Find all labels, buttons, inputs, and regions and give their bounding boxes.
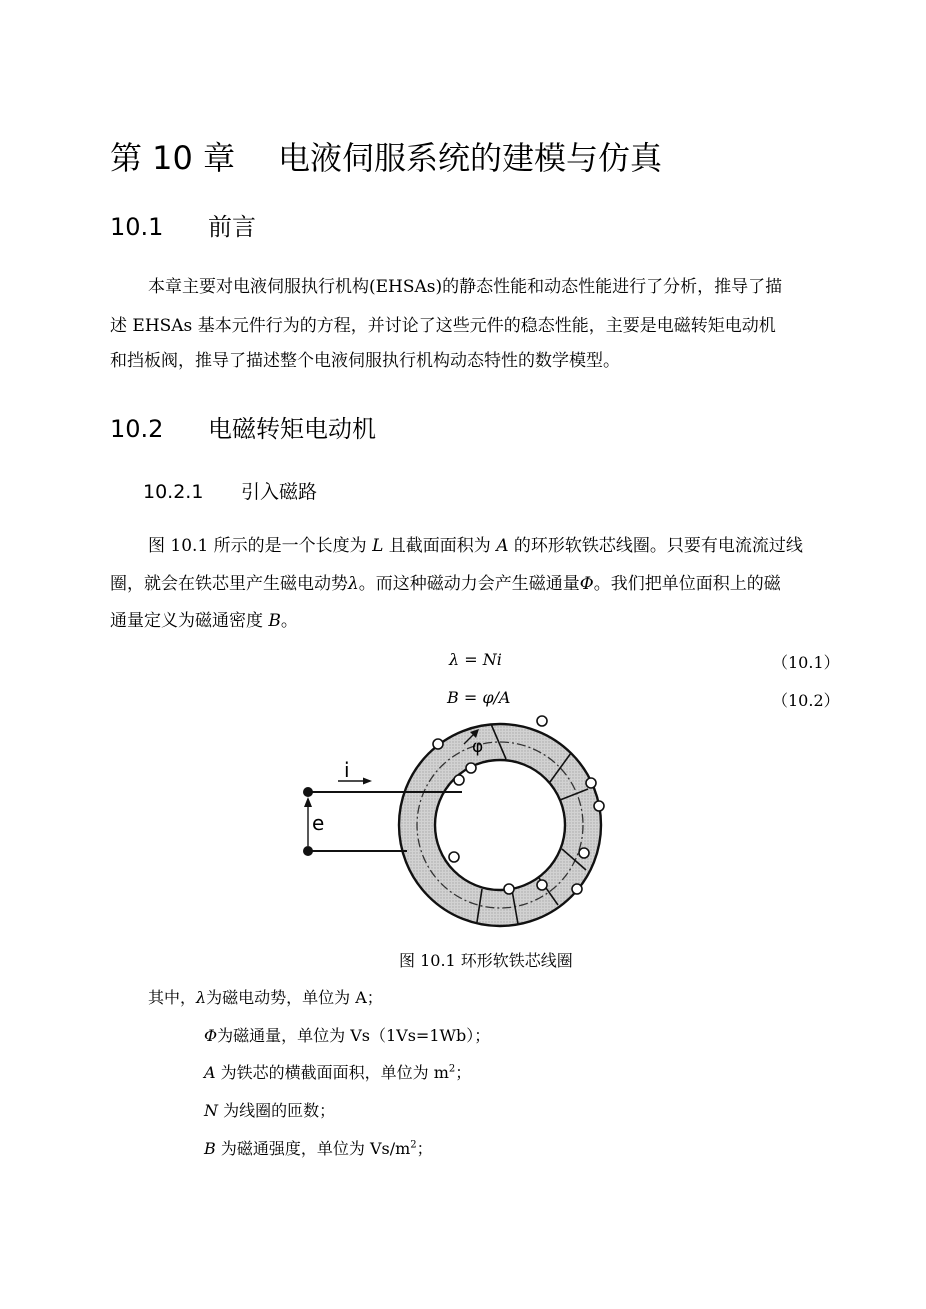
text-run: 。而这种磁动力会产生磁通量 <box>358 574 580 594</box>
voltage-arrow <box>304 797 312 846</box>
text-run: 。 <box>280 611 298 631</box>
section-title: 电磁转矩电动机 <box>208 415 376 443</box>
subsection-number: 10.2.1 <box>143 481 204 503</box>
text-run: ； <box>416 1139 433 1158</box>
text-run: 其中， <box>148 988 197 1007</box>
flux-label: φ <box>472 737 484 757</box>
definition-line-2 <box>204 1023 490 1046</box>
subsection-title: 引入磁路 <box>241 481 318 503</box>
chapter-heading <box>110 133 662 179</box>
intro-line-3 <box>110 613 298 630</box>
text-run: 为磁通量，单位为 Vs（1Vs=1Wb）； <box>217 1026 491 1045</box>
superscript: 2 <box>410 1139 417 1151</box>
text-run: 的环形软铁芯线圈。只要有电流流过线 <box>508 536 803 556</box>
text-run: 通量定义为磁通密度 <box>110 611 269 631</box>
definition-line-5 <box>204 1136 433 1159</box>
paragraph-line-2: 述 EHSAs 基本元件行为的方程，并讨论了这些元件的稳态性能，主要是电磁转矩电动机 <box>110 316 776 336</box>
superscript: 2 <box>448 1063 456 1075</box>
terminal-top <box>303 787 313 797</box>
var-A: A <box>496 536 509 556</box>
toroid-coil-figure <box>290 708 630 938</box>
chapter-title: 电液伺服系统的建模与仿真 <box>278 139 663 177</box>
chapter-number: 第 10 章 <box>110 139 236 177</box>
terminal-bottom <box>303 846 313 856</box>
text-run: 为线圈的匝数； <box>218 1101 336 1120</box>
current-label: i <box>344 758 350 782</box>
var-B: B <box>268 611 281 631</box>
var-B: B <box>204 1139 216 1158</box>
intro-line-2 <box>110 576 781 593</box>
text-run: 为磁电动势，单位为 A； <box>206 988 383 1007</box>
definition-line-4 <box>204 1098 335 1121</box>
var-phi: Φ <box>204 1026 218 1045</box>
section-number: 10.2 <box>110 415 164 443</box>
paragraph-line-1: 本章主要对电液伺服执行机构(EHSAs)的静态性能和动态性能进行了分析，推导了描 <box>148 277 783 297</box>
text-run: 且截面面积为 <box>383 536 497 556</box>
var-lambda: λ <box>196 988 207 1007</box>
paragraph-line-3: 和挡板阀，推导了描述整个电液伺服执行机构动态特性的数学模型。 <box>110 351 620 371</box>
figure-caption: 图 10.1 环形软铁芯线圈 <box>399 951 573 970</box>
section-heading-10-1 <box>110 207 256 242</box>
equation-number-10-2: （10.2） <box>772 691 840 710</box>
definition-line-3 <box>204 1060 471 1083</box>
section-number: 10.1 <box>110 213 164 241</box>
section-heading-10-2 <box>110 409 376 444</box>
section-title: 前言 <box>208 213 256 241</box>
var-lambda: λ <box>348 574 359 594</box>
subsection-heading-10-2-1 <box>143 477 317 504</box>
equation-10-1: λ = Ni <box>449 650 502 669</box>
text-run: 为铁芯的横截面面积，单位为 m <box>215 1063 449 1082</box>
equation-10-2: B = φ/A <box>447 688 511 707</box>
var-phi: Φ <box>579 574 594 594</box>
voltage-label: e <box>312 811 325 835</box>
equation-number-10-1: （10.1） <box>772 653 840 672</box>
text-run: 。我们把单位面积上的磁 <box>593 574 781 594</box>
intro-line-1 <box>148 538 803 555</box>
var-N: N <box>204 1101 218 1120</box>
definition-line-1 <box>148 985 383 1008</box>
text-run: 圈，就会在铁芯里产生磁电动势 <box>110 574 348 594</box>
text-run: 为磁通强度，单位为 Vs/m <box>215 1139 411 1158</box>
text-run: 图 10.1 所示的是一个长度为 <box>148 536 373 556</box>
var-L: L <box>372 536 384 556</box>
var-A: A <box>204 1063 216 1082</box>
text-run: ； <box>455 1063 472 1082</box>
